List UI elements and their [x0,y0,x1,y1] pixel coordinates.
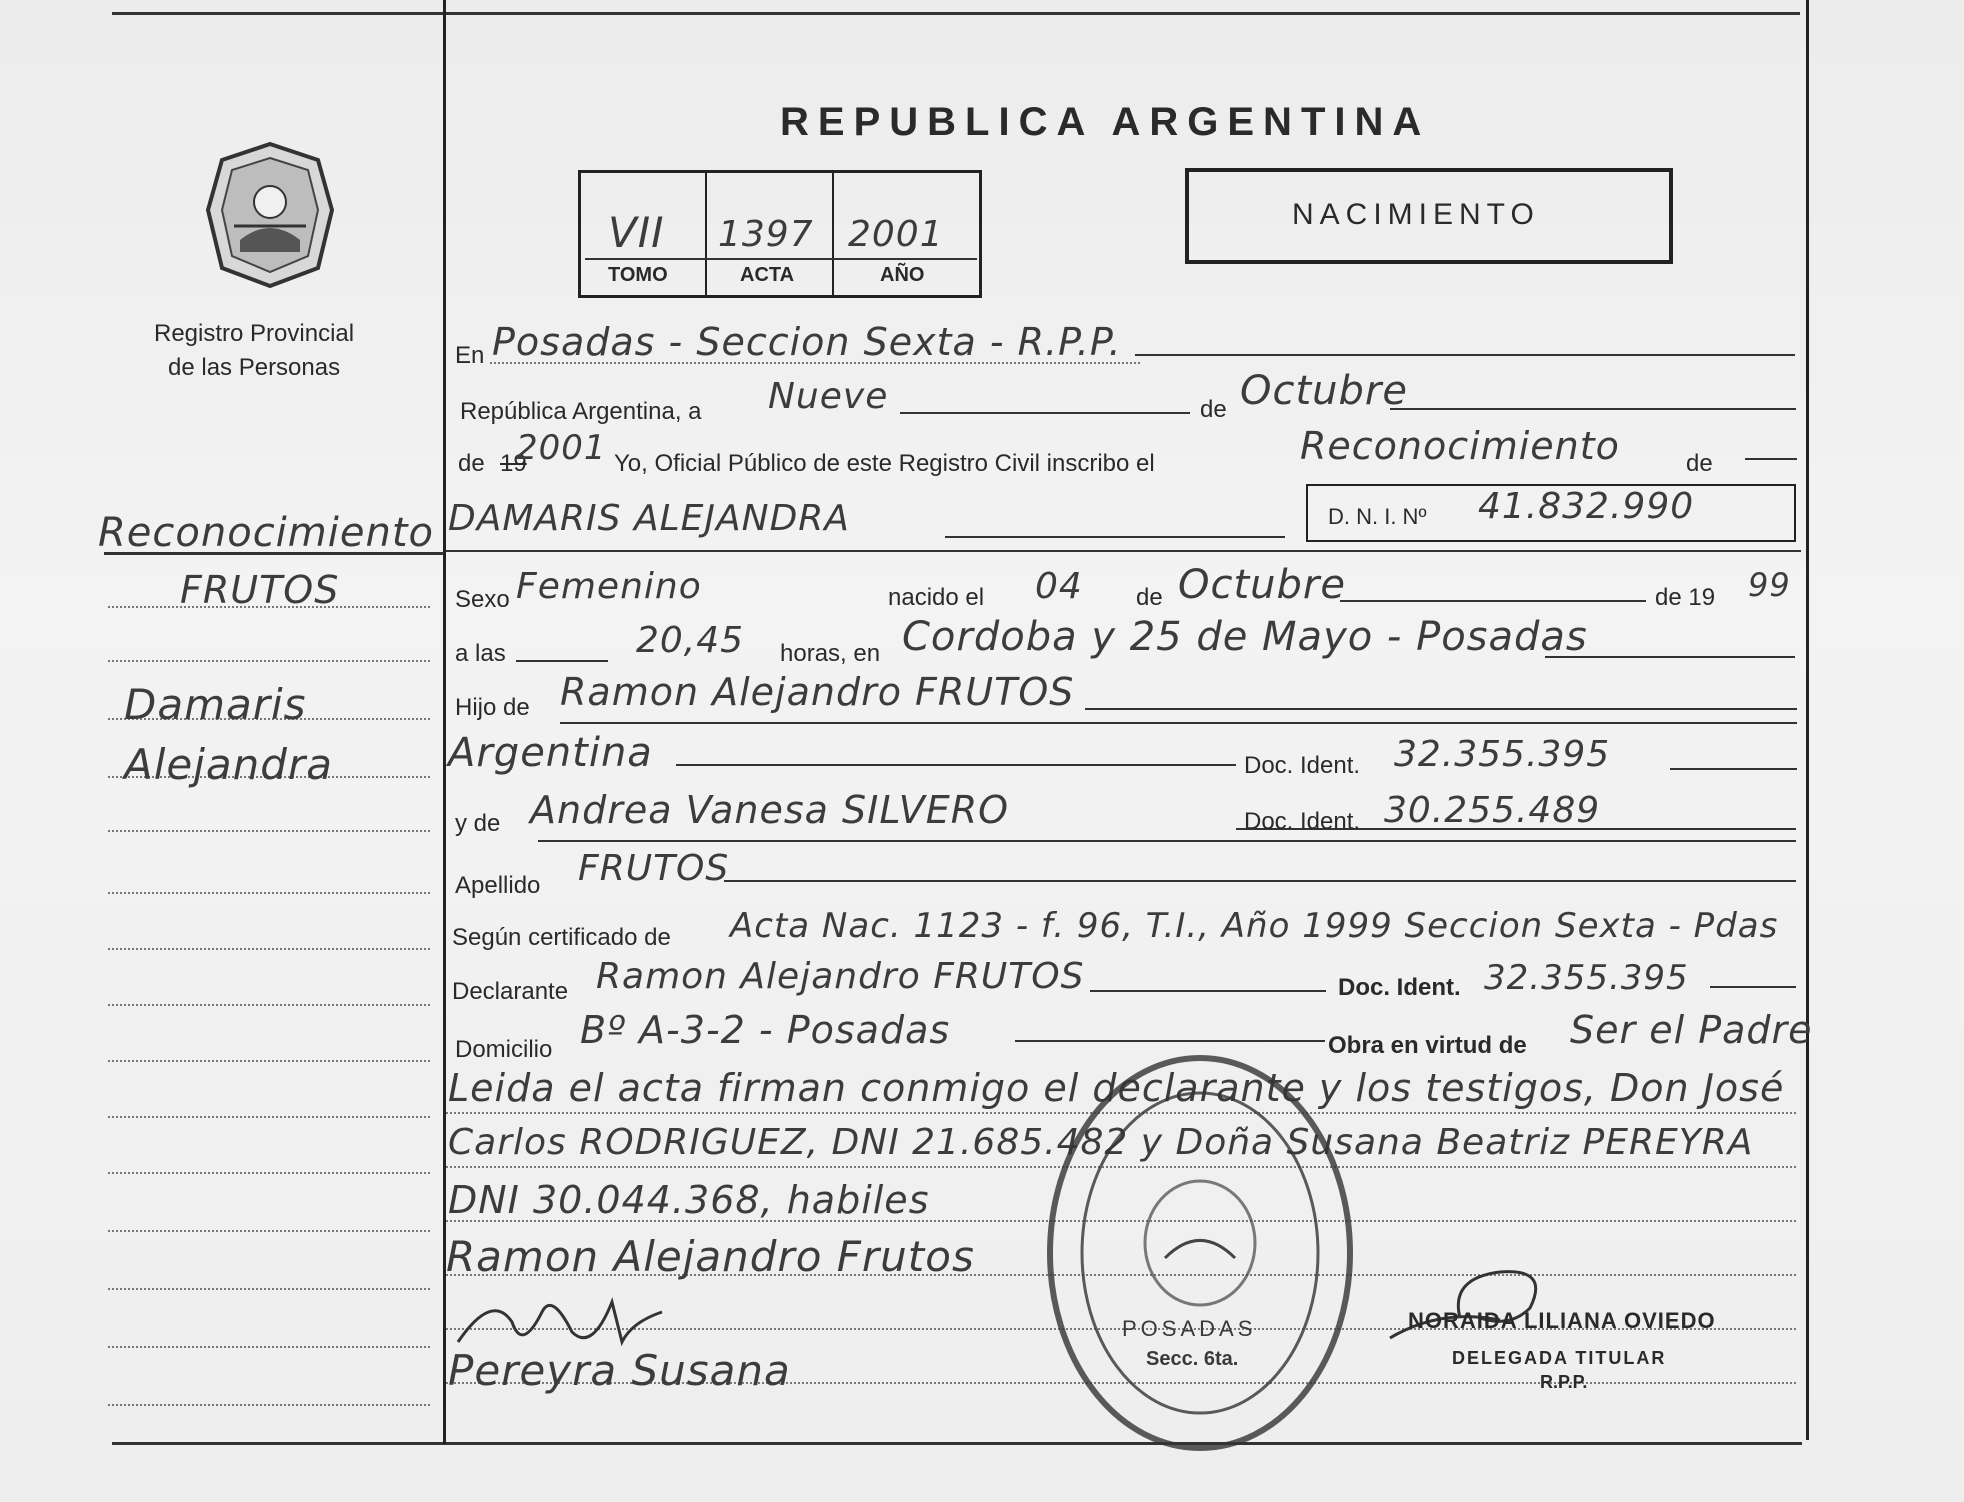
field-underline [1390,408,1796,410]
mother-doc: 30.255.489 [1384,790,1601,831]
father-doc: 32.355.395 [1394,734,1611,775]
right-border [1806,0,1809,1440]
father-underline [560,722,1797,724]
tomo-label: TOMO [608,264,668,286]
field-underline [516,660,608,662]
birth-month: Octubre [1178,562,1346,608]
registry-name-line1: Registro Provincial [154,320,355,347]
official-name: NORAIDA LILIANA OVIEDO [1408,1308,1716,1333]
de-label-2: de [458,450,485,477]
margin-line [108,1404,430,1406]
year-value: 2001 [516,428,607,468]
official-office: R.P.P. [1540,1372,1588,1392]
mother-doc-label: Doc. Ident. [1244,808,1361,835]
republica-label: República Argentina, a [460,398,702,425]
de-label-4: de [1136,584,1163,611]
father-name: Ramon Alejandro FRUTOS [560,670,1075,714]
registry-seal-icon [200,140,340,290]
certificado-value: Acta Nac. 1123 - f. 96, T.I., Año 1999 Seccion Sexta - Pdas [730,906,1779,946]
field-underline [1090,990,1326,992]
margin-line [108,1116,430,1118]
margin-line [108,1172,430,1174]
alas-label: a las [455,640,506,667]
official-signature-icon [1380,1248,1600,1358]
field-underline [1745,458,1797,460]
ref-divider-1 [705,170,707,298]
yde-label: y de [455,810,501,837]
day-value: Nueve [768,376,889,417]
sexo-value: Femenino [516,566,702,607]
domicilio-label: Domicilio [455,1036,553,1063]
dni-label: D. N. I. Nº [1328,504,1427,529]
mother-name: Andrea Vanesa SILVERO [530,788,1010,832]
en-label: En [455,342,485,369]
declarante-label: Declarante [452,978,569,1005]
place-value: Posadas - Seccion Sexta - R.P.P. [492,320,1122,364]
margin-line [108,948,430,950]
segun-label: Según certificado de [452,924,671,951]
field-underline [1710,986,1796,988]
declarante-doc-label: Doc. Ident. [1338,974,1461,1001]
ref-underline [585,258,977,260]
sexo-label: Sexo [455,586,510,613]
declarante-doc: 32.355.395 [1484,958,1689,998]
field-underline [724,880,1796,882]
ref-divider-2 [832,170,834,298]
horas-label: horas, en [780,640,881,667]
margin-surname: FRUTOS [180,568,340,612]
field-underline [1340,600,1646,602]
field-underline [1135,354,1795,356]
hijo-label: Hijo de [455,694,530,721]
hour-value: 20,45 [636,620,745,661]
margin-line [108,1060,430,1062]
field-underline [1015,1040,1325,1042]
field-underline [1670,768,1797,770]
dni-value: 41.832.990 [1478,486,1695,527]
mother-underline [538,840,1796,842]
de-label-1: de [1200,396,1227,423]
signature-declarante: Ramon Alejandro Frutos [446,1232,975,1281]
apellido-label: Apellido [455,872,541,899]
margin-note: Reconocimiento [98,510,434,556]
domicilio-value: Bº A-3-2 - Posadas [580,1008,951,1052]
registry-name-line2: de las Personas [168,354,341,381]
anio-label: AÑO [880,264,925,286]
margin-line [108,892,430,894]
margin-line [108,1004,430,1006]
top-border [112,12,1800,15]
stamp-section: Secc. 6ta. [1146,1348,1239,1370]
nacido-label: nacido el [888,584,985,611]
tomo-value: VII [608,208,665,257]
month-value: Octubre [1240,368,1408,414]
margin-line [108,1346,430,1348]
stamp-city: POSADAS [1122,1316,1257,1341]
text-line-1: Leida el acta firman conmigo el declarante y los testigos, Don José [448,1066,1785,1110]
country-title: REPUBLICA ARGENTINA [780,100,1431,144]
birth-year: 99 [1748,566,1791,604]
apellido-value: FRUTOS [578,848,730,889]
declarante-value: Ramon Alejandro FRUTOS [596,956,1085,997]
anio-value: 2001 [848,214,944,255]
obra-label: Obra en virtud de [1328,1032,1527,1059]
field-underline [1085,708,1797,710]
acta-value: 1397 [718,214,814,255]
yo-text: Yo, Oficial Público de este Registro Civil inscribo el [614,450,1155,477]
father-doc-label: Doc. Ident. [1244,752,1361,779]
birth-place: Cordoba y 25 de Mayo - Posadas [902,614,1588,660]
act-value: Reconocimiento [1300,424,1620,468]
bottom-border [112,1442,1802,1445]
margin-name2: Alejandra [124,740,333,789]
signature-witness: Pereyra Susana [448,1346,791,1395]
margin-line [108,1288,430,1290]
margin-name1: Damaris [124,680,307,729]
year-printed: 19 [500,450,527,477]
person-name: DAMARIS ALEJANDRA [448,498,850,539]
text-line-2: Carlos RODRIGUEZ, DNI 21.685.482 y Doña Susana Beatriz PEREYRA [448,1122,1754,1163]
acta-label: ACTA [740,264,795,286]
margin-line [108,830,430,832]
de-label-3: de [1686,450,1713,477]
official-title: DELEGADA TITULAR [1452,1348,1667,1368]
father-nationality: Argentina [448,730,653,776]
field-underline [945,536,1285,538]
text-line-3: DNI 30.044.368, habiles [448,1178,930,1222]
margin-line [108,660,430,662]
official-stamp-icon [1040,1048,1360,1458]
de-label-5: de 19 [1655,584,1716,611]
obra-value: Ser el Padre [1570,1008,1813,1052]
field-underline [900,412,1190,414]
field-underline [676,764,1236,766]
record-type-label: NACIMIENTO [1292,198,1540,231]
row-separator [446,550,1801,552]
margin-line [108,1230,430,1232]
birth-day: 04 [1035,566,1083,607]
left-column-divider [443,0,446,1444]
